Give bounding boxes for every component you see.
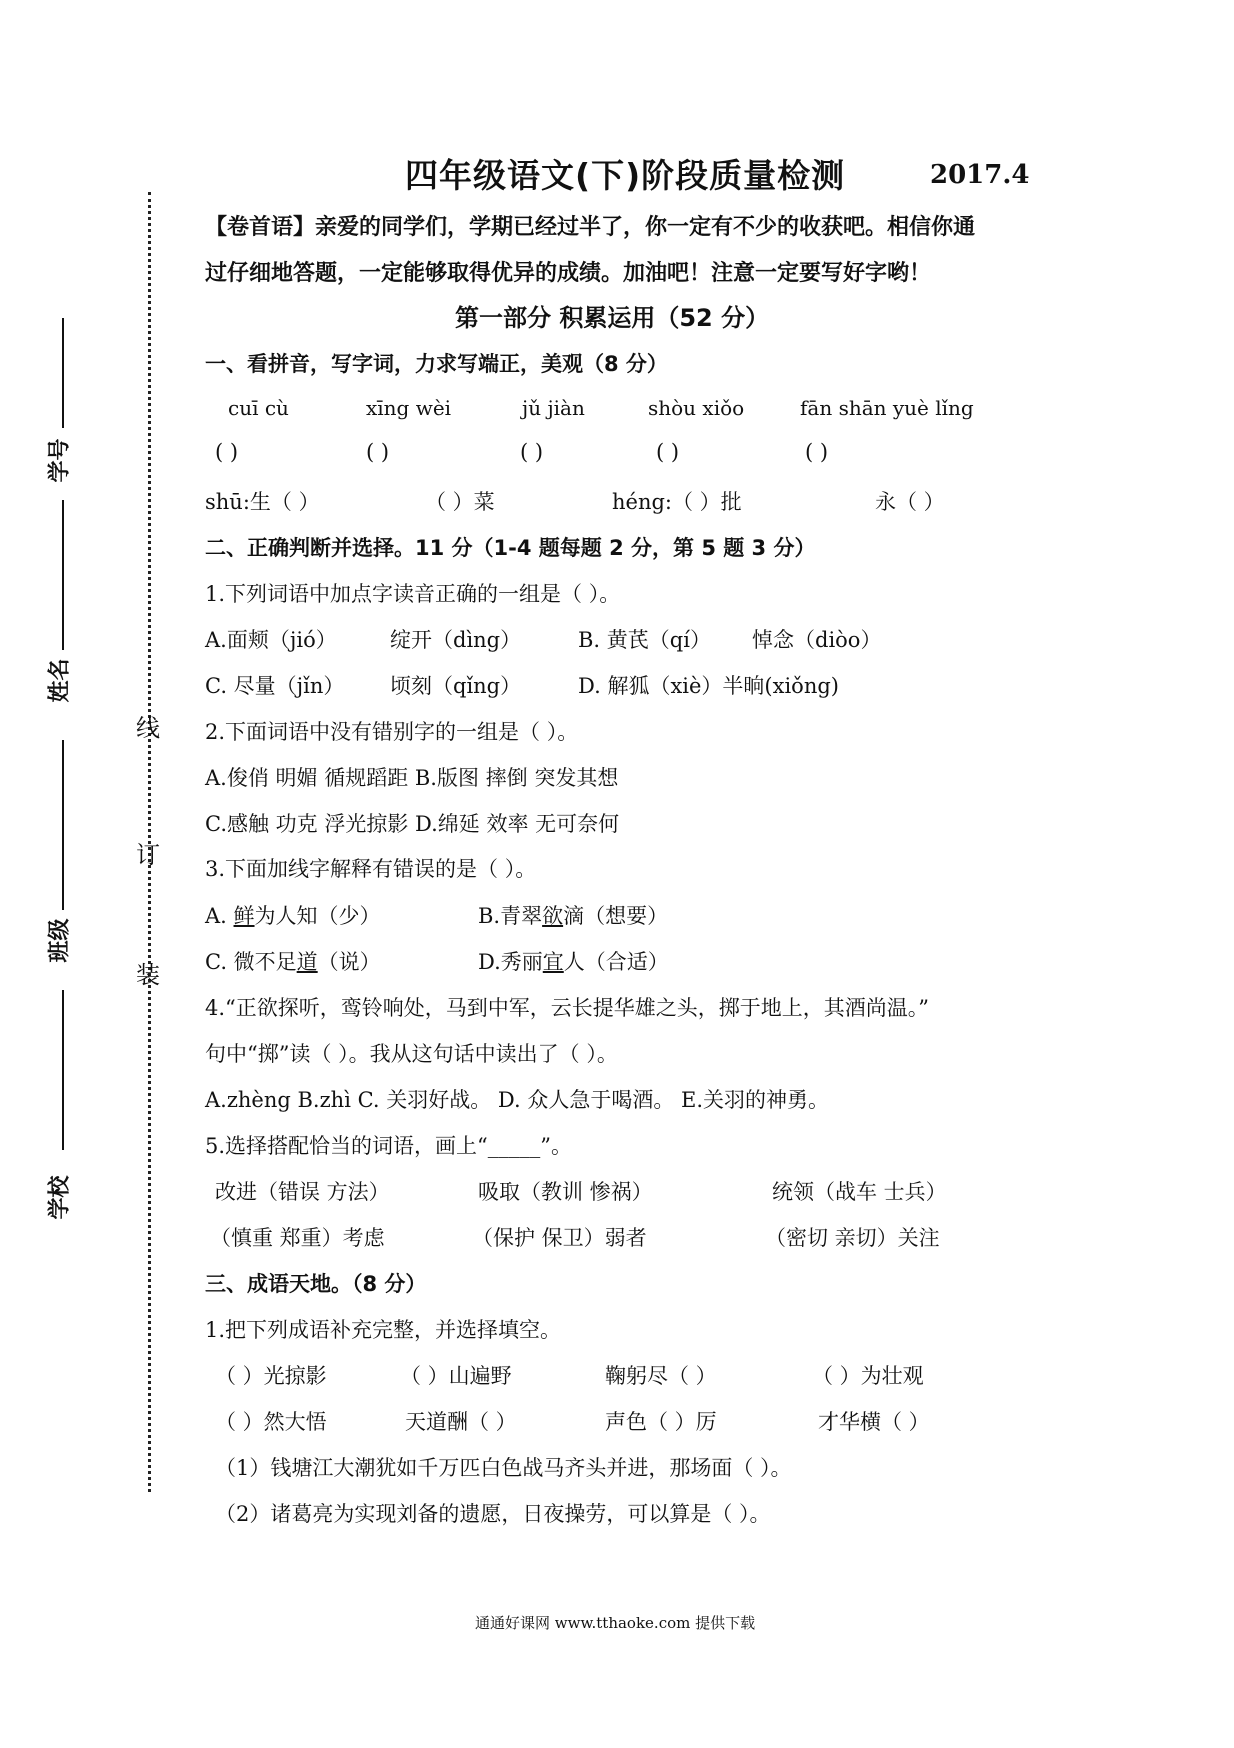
answer-bracket-3: ( ) (520, 440, 544, 464)
q3-d-underlined: 宜 (542, 950, 564, 974)
q5-item-3: 统领（战车 士兵） (772, 1180, 947, 1204)
q4-options: A.zhèng B.zhì C. 关羽好战。 D. 众人急于喝酒。 E.关羽的神勇。 (205, 1088, 830, 1112)
question-2: 2.下面词语中没有错别字的一组是（ ）。 (205, 720, 579, 744)
yong-item: 永（ ） (875, 490, 945, 514)
answer-bracket-1: ( ) (215, 440, 239, 464)
xuexiao-line (62, 990, 64, 1150)
q3-c-underlined: 道 (296, 950, 318, 974)
xuehao-label: 学号 (47, 438, 73, 483)
idiom-5: （ ）然大悟 (215, 1410, 327, 1434)
pinyin-4: shòu xiǒo (648, 396, 745, 420)
heng-item: héng:（ ）批 (612, 490, 742, 514)
xuehao-line (62, 318, 64, 428)
answer-bracket-4: ( ) (656, 440, 680, 464)
q1-option-c2: 顷刻（qǐng） (390, 674, 522, 698)
q3-option-a (205, 900, 381, 930)
question-4-line-1: 4.“正欲探听，鸾铃响处，马到中军，云长提华雄之头，掷于地上，其酒尚温。” (205, 996, 930, 1020)
q5-item-2: 吸取（教训 惨祸） (478, 1180, 653, 1204)
binding-word-xian: 线 (136, 714, 160, 742)
q2-options-ab: A.俊俏 明媚 循规蹈距 B.版图 摔倒 突发其想 (205, 766, 619, 790)
q3-a-prefix: A. (205, 904, 234, 928)
answer-bracket-5: ( ) (805, 440, 829, 464)
idiom-4: （ ）为壮观 (812, 1364, 924, 1388)
q3-c-prefix: C. 微不足 (205, 950, 297, 974)
idiom-6: 天道酬（ ） (405, 1410, 517, 1434)
section-1-heading: 一、看拼音，写字词，力求写端正，美观（8 分） (205, 352, 668, 376)
pinyin-2: xīng wèi (366, 396, 452, 420)
xuexiao-label: 学校 (47, 1175, 73, 1220)
binding-word-zhuang: 装 (136, 961, 160, 989)
footer-source: 通通好课网 www.tthaoke.com 提供下载 (475, 1614, 756, 1632)
section-2-heading: 二、正确判断并选择。11 分（1-4 题每题 2 分，第 5 题 3 分） (205, 536, 816, 560)
idiom-3: 鞠躬尽（ ） (605, 1364, 717, 1388)
q2-options-cd: C.感触 功克 浮光掠影 D.绵延 效率 无可奈何 (205, 812, 620, 836)
q3-option-b (478, 900, 668, 930)
pinyin-5: fān shān yuè lǐng (800, 396, 974, 420)
q3-a-underlined: 鲜 (233, 904, 255, 928)
cai-item: （ ）菜 (425, 490, 495, 514)
part-one-heading: 第一部分 积累运用（52 分） (455, 304, 770, 332)
idiom-8: 才华横（ ） (818, 1410, 930, 1434)
section-3-heading: 三、成语天地。（8 分） (205, 1272, 427, 1296)
q1-option-a: A.面颊（jió） (205, 628, 337, 652)
q3-b-prefix: B.青翠 (478, 904, 543, 928)
q1-option-b: B. 黄芪（qí） (578, 628, 711, 652)
q3-b-underlined: 欲 (542, 904, 564, 928)
q1-option-a2: 绽开（dìng） (390, 628, 522, 652)
q1-option-d: D. 解狐（xiè）半晌(xiǒng) (578, 674, 839, 698)
q3-b-rest: 滴（想要） (563, 904, 669, 928)
question-3: 3.下面加线字解释有错误的是（ ）。 (205, 857, 537, 881)
banji-label: 班级 (47, 918, 73, 963)
exam-date: 2017.4 (930, 160, 1030, 190)
q5-item-6: （密切 亲切）关注 (765, 1226, 940, 1250)
idiom-2: （ ）山遍野 (400, 1364, 512, 1388)
q5-item-4: （慎重 郑重）考虑 (210, 1226, 385, 1250)
question-4-line-2: 句中“掷”读（ ）。我从这句话中读出了（ ）。 (205, 1042, 618, 1066)
q5-item-5: （保护 保卫）弱者 (472, 1226, 647, 1250)
q3-d-rest: 人（合适） (563, 950, 669, 974)
intro-line-1: 【卷首语】亲爱的同学们，学期已经过半了，你一定有不少的收获吧。相信你通 (205, 215, 976, 240)
q3-option-c (205, 946, 381, 976)
q3-d-prefix: D.秀丽 (478, 950, 543, 974)
idiom-1: （ ）光掠影 (215, 1364, 327, 1388)
q1-option-b2: 悼念（diòo） (752, 628, 882, 652)
fill-sentence-1: （1）钱塘江大潮犹如千万匹白色战马齐头并进，那场面（ ）。 (215, 1456, 792, 1480)
q5-item-1: 改进（错误 方法） (215, 1180, 390, 1204)
xingming-label: 姓名 (47, 658, 73, 703)
pinyin-1: cuī cù (228, 396, 289, 420)
q1-option-c: C. 尽量（jǐn） (205, 674, 345, 698)
answer-bracket-2: ( ) (366, 440, 390, 464)
xingming-line (62, 500, 64, 650)
q3-a-rest: 为人知（少） (254, 904, 381, 928)
banji-line (62, 740, 64, 910)
section-3-question-1: 1.把下列成语补充完整，并选择填空。 (205, 1318, 562, 1342)
binding-word-ding: 订 (136, 841, 160, 869)
question-5: 5.选择搭配恰当的词语，画上“_____”。 (205, 1134, 573, 1158)
question-1: 1.下列词语中加点字读音正确的一组是（ ）。 (205, 582, 621, 606)
shu-item: shū:生（ ） (205, 490, 320, 514)
fill-sentence-2: （2）诸葛亮为实现刘备的遗愿，日夜操劳，可以算是（ ）。 (215, 1502, 771, 1526)
pinyin-3: jǔ jiàn (522, 396, 585, 420)
q3-option-d (478, 946, 669, 976)
intro-line-2: 过仔细地答题，一定能够取得优异的成绩。加油吧！注意一定要写好字哟！ (205, 261, 932, 286)
q3-c-rest: （说） (317, 950, 381, 974)
exam-title: 四年级语文(下)阶段质量检测 (405, 156, 846, 195)
idiom-7: 声色（ ）厉 (605, 1410, 717, 1434)
